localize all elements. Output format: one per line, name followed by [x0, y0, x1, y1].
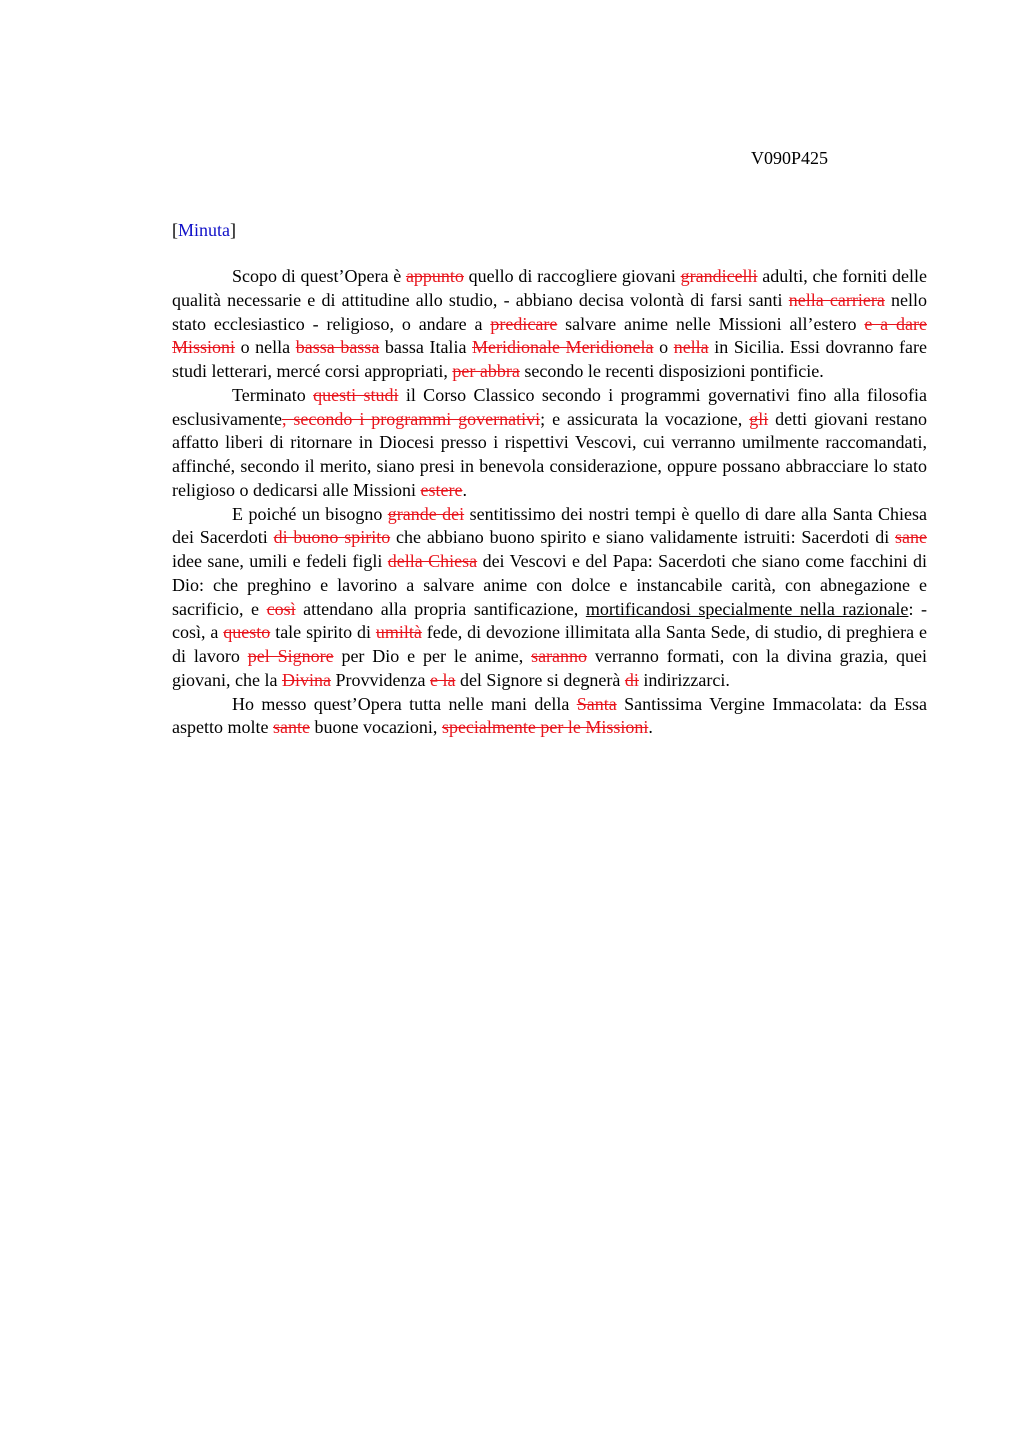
paragraph-3 — [172, 503, 927, 693]
text-run: secondo le recenti disposizioni pontificie. — [519, 361, 824, 381]
deleted-text: pel Signore — [247, 646, 334, 666]
deleted-text: Divina — [281, 669, 331, 690]
text-run: Scopo di quest’Opera è — [232, 266, 406, 286]
text-run: il Corso Classico secondo i programmi governativi fino alla filosofia esclusivamente — [172, 384, 927, 429]
text-run: : - così, a — [172, 598, 928, 643]
deleted-text: grande dei — [387, 503, 465, 524]
text-run: . — [462, 479, 467, 500]
text-run: adulti, che forniti delle qualità necessarie e di attitudine allo studio, - abbiano decisa volontà di farsi santi — [172, 266, 927, 310]
deleted-text: e la — [429, 669, 456, 690]
document-body — [172, 265, 927, 740]
document-heading — [172, 219, 236, 241]
text-run: sentitissimo dei nostri tempi è quello di dare alla Santa Chiesa dei Sacerdoti — [172, 503, 927, 548]
text-run: o nella — [235, 337, 296, 358]
deleted-text: nella — [673, 337, 709, 358]
deleted-text: questo — [223, 622, 271, 643]
deleted-text: estere — [420, 479, 463, 500]
deleted-text: così — [266, 598, 296, 619]
heading-open-bracket: [ — [172, 220, 178, 240]
paragraph-1 — [172, 265, 927, 384]
text-run: verranno formati, con la divina grazia, quei giovani, che la — [172, 646, 927, 690]
text-run: attendano alla propria santificazione, — [295, 598, 586, 619]
deleted-text: nella carriera — [788, 289, 885, 310]
text-run: nello stato ecclesiastico - religioso, o andare a — [172, 289, 927, 334]
deleted-text: grandicelli — [680, 266, 758, 286]
heading-label: Minuta — [178, 220, 230, 240]
deleted-text: sante — [272, 717, 310, 738]
text-run: salvare anime nelle Missioni all’estero — [557, 313, 865, 334]
deleted-text: bassa bassa — [295, 337, 380, 358]
underlined-text: mortificandosi specialmente nella razionale — [585, 598, 909, 619]
deleted-text: appunto — [405, 266, 464, 286]
heading-close-bracket: ] — [230, 220, 236, 240]
text-run: Santissima Vergine Immacolata: da Essa aspetto molte — [172, 693, 927, 738]
deleted-text: e a dare Missioni — [172, 313, 927, 358]
text-run: Provvidenza — [330, 669, 430, 690]
text-run: tale spirito di — [270, 622, 376, 643]
text-run: idee sane, umili e fedeli figli — [172, 551, 388, 571]
deleted-text: per abbra — [452, 361, 520, 381]
text-run: Terminato — [232, 384, 314, 405]
deleted-text: gli — [749, 408, 769, 429]
document-id: V090P425 — [751, 148, 829, 168]
text-run: ; e assicurata la vocazione, — [540, 408, 750, 429]
text-run: buone vocazioni, — [309, 717, 442, 738]
text-run: per Dio e per le anime, — [333, 646, 532, 666]
deleted-text: della Chiesa — [387, 551, 478, 571]
text-run: indirizzarci. — [638, 669, 730, 690]
deleted-text: sane — [895, 527, 927, 548]
deleted-text: Santa — [576, 693, 617, 714]
deleted-text: predicare — [490, 313, 558, 334]
text-run: del Signore si degnerà — [455, 669, 625, 690]
text-run: E poiché un bisogno — [232, 503, 388, 524]
text-run: . — [648, 717, 653, 738]
text-run: o — [653, 337, 674, 358]
text-run: in Sicilia. Essi dovranno fare studi letterari, mercé corsi appropriati, — [172, 337, 928, 381]
deleted-text: saranno — [531, 646, 588, 666]
deleted-text: di — [624, 669, 639, 690]
deleted-text: umiltà — [375, 622, 422, 643]
paragraph-4 — [172, 693, 927, 741]
text-run: bassa Italia — [379, 337, 473, 358]
text-run: fede, di devozione illimitata alla Santa Sede, di studio, di preghiera e di lavoro — [172, 622, 928, 666]
text-run: dei Vescovi e del Papa: Sacerdoti che siano come facchini di Dio: che preghino e lavorino a salvare anime con dolce e instancabile carità, con abnegazione e sacrificio, e — [172, 551, 928, 619]
deleted-text: , secondo i programmi governativi — [281, 408, 541, 429]
deleted-text: di buono spirito — [273, 527, 391, 548]
deleted-text: Meridionale Meridionela — [472, 337, 654, 358]
deleted-text: specialmente per le Missioni — [441, 717, 649, 738]
text-run: Ho messo quest’Opera tutta nelle mani della — [232, 693, 577, 714]
deleted-text: questi studi — [313, 384, 399, 405]
text-run: che abbiano buono spirito e siano validamente istruiti: Sacerdoti di — [390, 527, 896, 548]
text-run: quello di raccogliere giovani — [463, 266, 681, 286]
paragraph-2 — [172, 384, 927, 503]
text-run: detti giovani restano affatto liberi di ritornare in Diocesi presso i rispettivi Vescovi, cui verranno umilmente raccomandati, affinché, secondo il merito, siano presi in benevola considerazione, oppure possano abbracciare lo stato religioso o dedicarsi alle Missioni — [172, 408, 927, 500]
